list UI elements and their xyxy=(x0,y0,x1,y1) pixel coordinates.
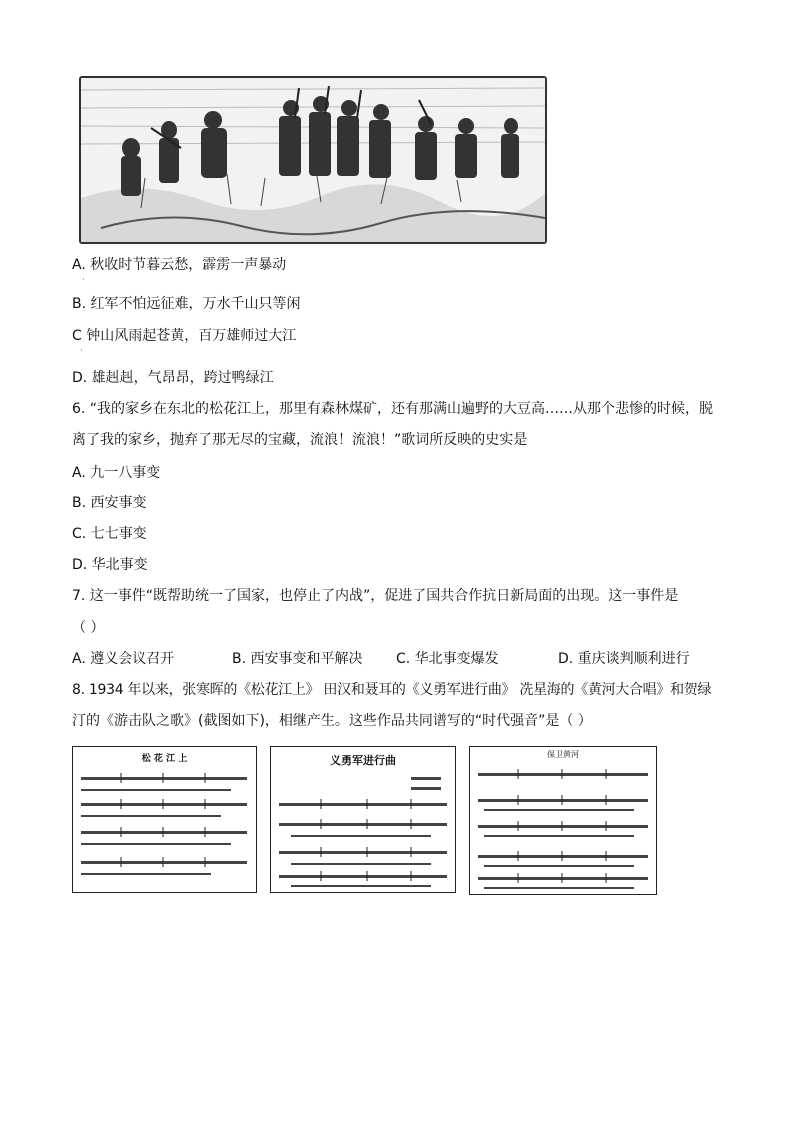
q6-option-b[interactable]: B. 西安事变 xyxy=(72,495,147,511)
option-d[interactable]: D. 雄赳赳，气昂昂，跨过鸭绿江 xyxy=(72,370,274,386)
q8-stem-line2: 汀的《游击队之歌》(截图如下)，相继产生。这些作品共同谱写的“时代强音”是（ ） xyxy=(72,713,592,729)
dot-mark: · xyxy=(80,346,83,355)
q6-stem-line2: 离了我的家乡，抛弃了那无尽的宝藏，流浪！流浪！”歌词所反映的史实是 xyxy=(72,432,528,448)
score-baoweihuanghe xyxy=(469,746,657,895)
option-c[interactable]: C 钟山风雨起苍黄，百万雄师过大江 xyxy=(72,328,297,344)
q6-option-d[interactable]: D. 华北事变 xyxy=(72,557,148,573)
q8-stem-line1: 8. 1934 年以来，张寒晖的《松花江上》 田汉和聂耳的《义勇军进行曲》 冼星海的《黄河大合唱》和贺绿 xyxy=(72,682,712,698)
score-title: 松 花 江 上 xyxy=(141,754,188,764)
score-songhuajiang xyxy=(72,746,257,893)
woodcut-illustration xyxy=(79,76,547,244)
q7-stem-line1: 7. 这一事件“既帮助统一了国家，也停止了内战”，促进了国共合作抗日新局面的出现。这一事件是 xyxy=(72,588,679,604)
q7-option-d[interactable]: D. 重庆谈判顺利进行 xyxy=(558,651,690,667)
q7-option-a[interactable]: A. 遵义会议召开 xyxy=(72,651,175,667)
score-title: 保卫黄河 xyxy=(547,750,579,759)
notation-lines xyxy=(271,747,455,892)
notation-lines xyxy=(73,747,256,892)
q7-option-b[interactable]: B. 西安事变和平解决 xyxy=(232,651,363,667)
woodcut-sketch xyxy=(81,78,545,242)
score-title: 义勇军进行曲 xyxy=(330,754,396,767)
q6-stem-line1: 6. “我的家乡在东北的松花江上，那里有森林煤矿，还有那满山遍野的大豆高……从那个悲惨的时候，脱 xyxy=(72,401,714,417)
q6-option-c[interactable]: C. 七七事变 xyxy=(72,526,147,542)
q7-stem-line2: （ ） xyxy=(72,620,105,636)
dot-mark: · xyxy=(82,275,85,284)
q6-option-a[interactable]: A. 九一八事变 xyxy=(72,465,161,481)
notation-lines xyxy=(470,747,656,894)
score-yiyongjun xyxy=(270,746,456,893)
option-a[interactable]: A. 秋收时节暮云愁，霹雳一声暴动 xyxy=(72,257,287,273)
q7-option-c[interactable]: C. 华北事变爆发 xyxy=(396,651,499,667)
option-b[interactable]: B. 红军不怕远征难，万水千山只等闲 xyxy=(72,296,301,312)
